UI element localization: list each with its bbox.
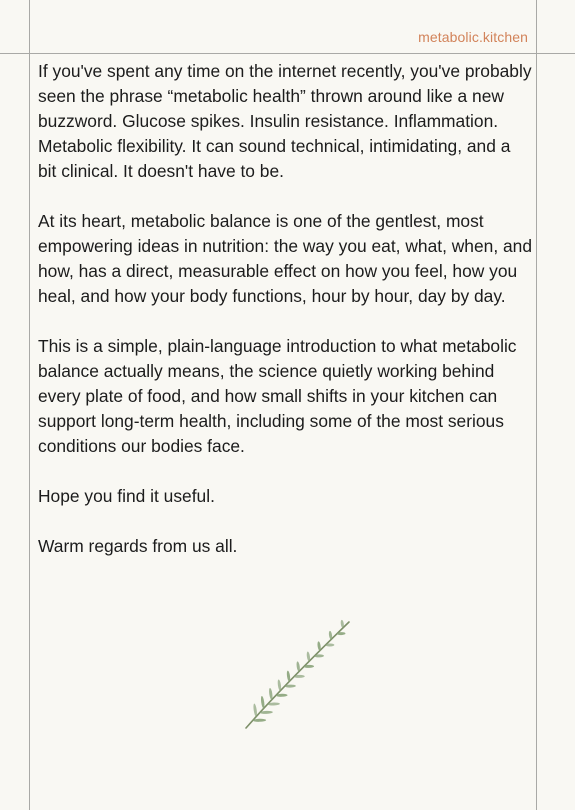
right-margin-rule: [536, 0, 537, 810]
paragraph-2: At its heart, metabolic balance is one of the gentlest, most empowering ideas in nutrition: the way you eat, what, when, and how, has a direct, measurable effect on how you feel, how you heal, and how your body functions, hour by hour, day by day.: [38, 211, 532, 306]
paragraph-4: Hope you find it useful.: [38, 486, 215, 506]
sign-off: Warm regards from us all.: [38, 536, 238, 556]
site-name: metabolic.kitchen: [418, 29, 528, 45]
paragraph-3: This is a simple, plain-language introduction to what metabolic balance actually means, the science quietly working behind every plate of food, and how small shifts in your kitchen can support long-term health, including some of the most serious conditions our bodies face.: [38, 336, 517, 456]
paragraph-1: If you've spent any time on the internet recently, you've probably seen the phrase “metabolic health” thrown around like a new buzzword. Glucose spikes. Insulin resistance. Inflammation. Metabolic flexibility. It can sound technical, intimidating, and a bit clinical. It doesn't have to be.: [38, 61, 532, 181]
intro-text: [38, 59, 532, 584]
rosemary-sprig-icon: [236, 618, 356, 734]
header-rule: [0, 53, 575, 54]
left-margin-rule: [29, 0, 30, 810]
